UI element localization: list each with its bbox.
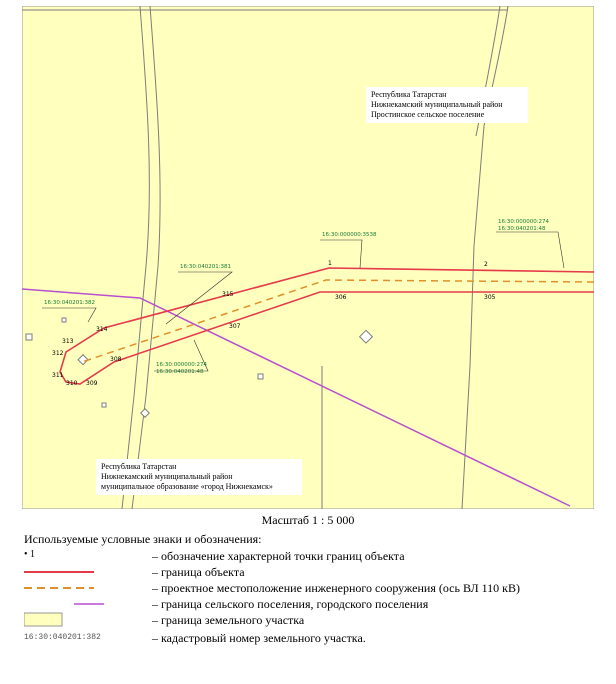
cadastral-label-d: 16:30:040201:382 xyxy=(44,300,96,306)
legend-item-cadastral xyxy=(24,630,604,646)
region-bottom-line2: Нижнекамский муниципальный район xyxy=(101,472,233,481)
legend-cadastral-text: – кадастровый номер земельного участка. xyxy=(152,631,366,645)
legend-parcel-text: – граница земельного участка xyxy=(152,613,305,627)
parcel-square xyxy=(26,334,32,340)
legend-item-object-boundary xyxy=(24,564,604,580)
legend-item-axis xyxy=(24,580,604,596)
legend-item-point xyxy=(24,548,604,564)
legend-settlement-text: – граница сельского поселения, городского поселения xyxy=(152,597,429,611)
region-top-line3: Простинское сельское поселение xyxy=(371,110,485,119)
parcel-small-2 xyxy=(102,403,106,407)
point-314: 314 xyxy=(96,326,108,333)
point-306: 306 xyxy=(335,294,347,301)
cadastral-label-a: 16:30:000000:3538 xyxy=(322,232,377,238)
point-312: 312 xyxy=(52,350,64,357)
cadastral-label-e1: 16:30:000000:274 xyxy=(156,362,208,368)
point-307: 307 xyxy=(229,323,241,330)
legend-cadastral-symbol: 16:30:040201:382 xyxy=(24,633,101,642)
legend-title: Используемые условные знаки и обозначения: xyxy=(24,532,262,546)
map-frame xyxy=(22,6,594,509)
region-bottom-line3: муниципальное образование «город Нижнекамск» xyxy=(101,482,273,491)
point-315: 315 xyxy=(222,291,234,298)
parcel-small-3 xyxy=(62,318,66,322)
point-313: 313 xyxy=(62,338,74,345)
map-canvas xyxy=(22,6,594,509)
legend-settlement-symbol xyxy=(24,596,124,612)
point-305: 305 xyxy=(484,294,496,301)
legend-object-boundary-text: – граница объекта xyxy=(152,565,245,579)
point-2: 2 xyxy=(484,261,488,268)
region-top-line1: Республика Татарстан xyxy=(371,90,447,99)
scale-label: Масштаб 1 : 5 000 xyxy=(261,513,355,527)
legend-parcel-symbol xyxy=(24,612,124,628)
region-bottom-line1: Республика Татарстан xyxy=(101,462,177,471)
cadastral-label-e xyxy=(156,362,207,376)
land-background xyxy=(22,6,594,509)
legend-point-text: – обозначение характерной точки границ объекта xyxy=(152,549,405,563)
cadastral-label-b2: 16:30:040201:48 xyxy=(498,226,546,232)
legend-point-symbol: • 1 xyxy=(24,549,36,560)
cadastral-label-b1: 16:30:000000:274 xyxy=(498,219,550,225)
cadastral-label-c: 16:30:040201:381 xyxy=(180,264,232,270)
cadastral-label-b xyxy=(498,219,549,233)
point-310: 310 xyxy=(66,380,78,387)
point-311: 311 xyxy=(52,372,64,379)
region-label-top xyxy=(366,87,528,123)
point-309: 309 xyxy=(86,380,98,387)
legend-item-settlement xyxy=(24,596,604,612)
parcel-small-1 xyxy=(258,374,263,379)
point-1: 1 xyxy=(328,260,332,267)
cadastral-label-e2: 16:30:040201:48 xyxy=(156,369,204,375)
legend-axis-text: – проектное местоположение инженерного сооружения (ось ВЛ 110 кВ) xyxy=(152,581,521,595)
region-top-line2: Нижнекамский муниципальный район xyxy=(371,100,503,109)
point-308: 308 xyxy=(110,356,122,363)
legend-object-boundary-symbol xyxy=(24,564,124,580)
legend-item-parcel xyxy=(24,612,604,628)
legend-axis-symbol xyxy=(24,580,124,596)
region-label-bottom xyxy=(96,459,302,495)
